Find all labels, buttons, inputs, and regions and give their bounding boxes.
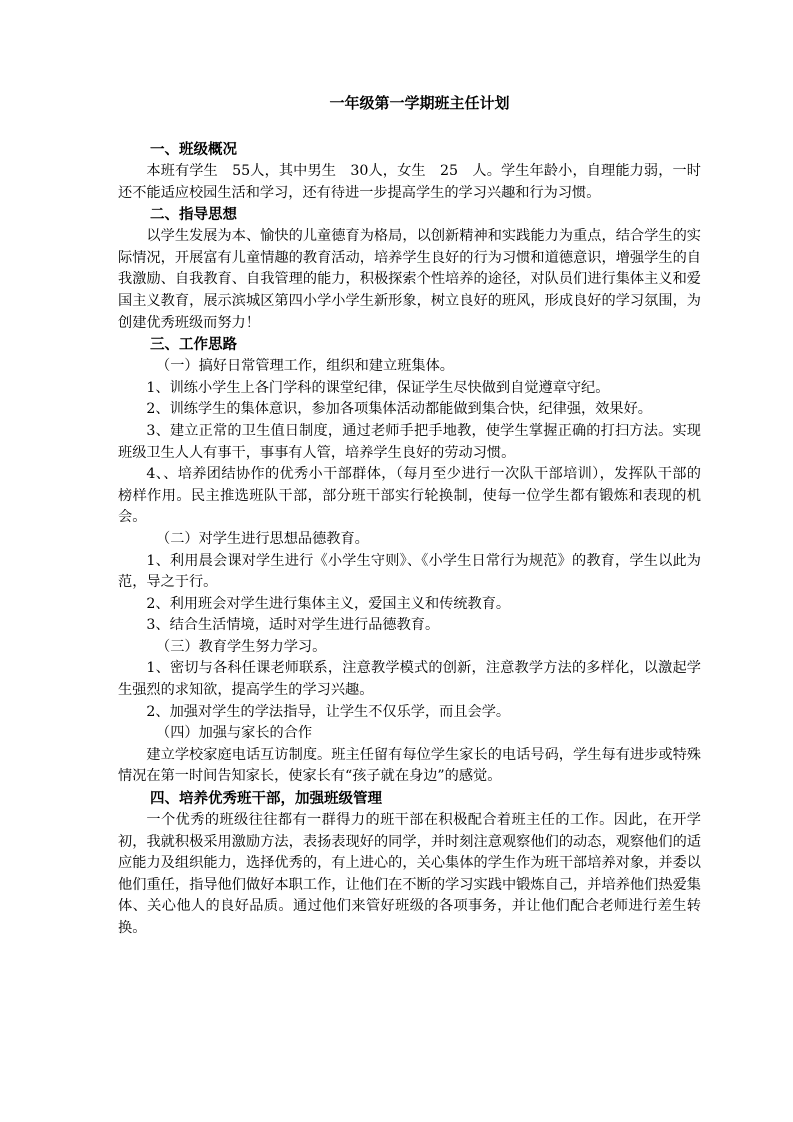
section-class-overview (118, 139, 701, 204)
list-item: 1、训练小学生上各门学科的课堂纪律，保证学生尽快做到自觉遵章守纪。 (146, 379, 610, 396)
section-heading: 二、指导思想 (150, 206, 237, 224)
list-item: 2、训练学生的集体意识，参加各项集体活动都能做到集合快，纪律强，效果好。 (146, 401, 652, 418)
section-guiding-ideas (118, 204, 701, 334)
list-item: 3、建立正常的卫生值日制度，通过老师手把手地教，使学生掌握正确的打扫方法。实现班级卫生人人有事干，事事有人管，培养学生良好的劳动习惯。 (118, 422, 701, 461)
subheading: （四）加强与家长的合作 (156, 725, 313, 742)
section-heading: 四、培养优秀班干部，加强班级管理 (150, 790, 382, 808)
list-item: 1、密切与各科任课老师联系，注意教学模式的创新，注意教学方法的多样化，以激起学生强烈的求知欲，提高学生的学习兴趣。 (118, 660, 701, 699)
document-title: 一年级第一学期班主任计划 (329, 94, 510, 112)
paragraph: 以学生发展为本、愉快的儿童德育为格局，以创新精神和实践能力为重点，结合学生的实际情况，开展富有儿童情趣的教育活动，培养学生良好的行为习惯和道德意识，增强学生的自我激励、自我教育、自我管理的能力，积极探索个性培养的途径，对队员们进行集体主义和爱国主义教育，展示滨城区第四小学小学生新形象，树立良好的班风，形成良好的学习氛围，为创建优秀班级而努力！ (118, 228, 701, 331)
section-heading: 三、工作思路 (150, 336, 237, 354)
list-item: 3、结合生活情境，适时对学生进行品德教育。 (146, 617, 440, 634)
section-heading: 一、班级概况 (150, 141, 237, 158)
subheading: （一）搞好日常管理工作，组织和建立班集体。 (156, 358, 454, 375)
paragraph: 建立学校家庭电话互访制度。班主任留有每位学生家长的电话号码，学生每有进步或特殊情况在第一时间告知家长，使家长有“孩子就在身边”的感觉。 (118, 746, 701, 785)
list-item: 1、利用晨会课对学生进行《小学生守则》、《小学生日常行为规范》的教育，学生以此为范，导之于行。 (118, 552, 701, 591)
section-work-approach (118, 334, 701, 788)
subheading: （三）教育学生努力学习。 (156, 638, 327, 655)
section-class-cadres (118, 788, 701, 940)
list-item: 4、、培养团结协作的优秀小干部群体，（每月至少进行一次队干部培训），发挥队干部的榜样作用。民主推选班队干部，部分班干部实行轮换制，使每一位学生都有锻炼和表现的机会。 (118, 466, 701, 526)
list-item: 2、加强对学生的学法指导，让学生不仅乐学，而且会学。 (146, 703, 511, 720)
paragraph: 一个优秀的班级往往都有一群得力的班干部在积极配合着班主任的工作。因此，在开学初，我就积极采用激励方法，表扬表现好的同学，并时刻注意观察他们的动态，观察他们的适应能力及组织能力，选择优秀的，有上进心的，关心集体的学生作为班干部培养对象，并委以他们重任，指导他们做好本职工作，让他们在不断的学习实践中锻炼自己，并培养他们热爱集体、关心他人的良好品质。通过他们来管好班级的各项事务，并让他们配合老师进行差生转换。 (118, 812, 701, 936)
list-item: 2、利用班会对学生进行集体主义，爱国主义和传统教育。 (146, 595, 511, 612)
paragraph: 本班有学生 55人，其中男生 30人，女生 25 人。学生年龄小，自理能力弱，一时还不能适应校园生活和学习，还有待进一步提高学生的学习兴趣和行为习惯。 (118, 163, 701, 201)
subheading: （二）对学生进行思想品德教育。 (156, 530, 369, 547)
